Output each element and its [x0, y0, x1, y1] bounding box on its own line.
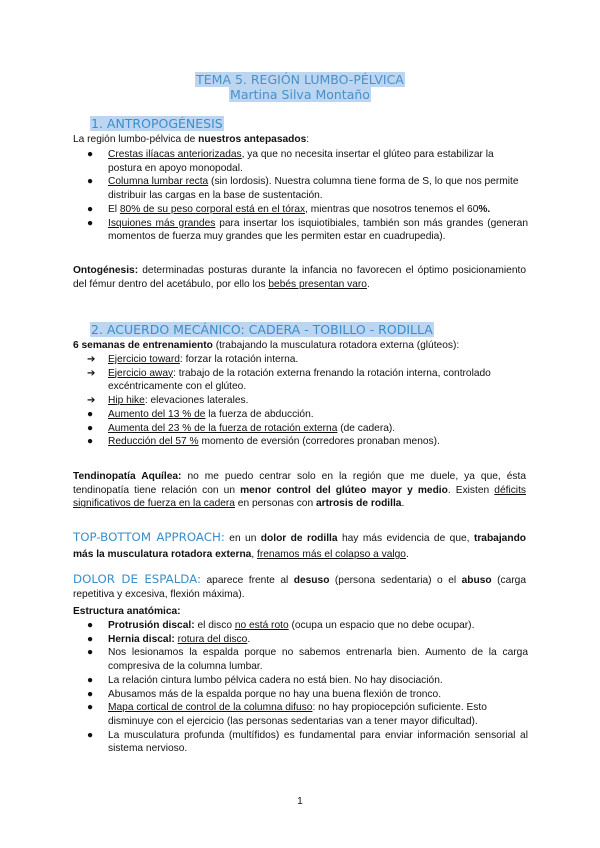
section-heading-antropogenesis: 1. ANTROPOGÉNESIS [91, 116, 223, 131]
top-bottom-paragraph: TOP-BOTTOM APPROACH: en un dolor de rodilla hay más evidencia de que, trabajando más la musculatura rotadora externa, frenamos más el colapso a valgo. [73, 530, 527, 560]
list-item: ● Nos lesionamos la espalda porque no sabemos entrenarla bien. Aumento de la carga compresiva de la columna lumbar. [87, 647, 528, 673]
s1-intro: La región lumbo-pélvica de nuestros antepasados: [73, 134, 310, 145]
bullet-icon: ● [87, 620, 94, 631]
bullet-icon: ● [87, 702, 94, 714]
bullet-icon: ● [87, 176, 94, 188]
bullet-icon: ● [87, 217, 94, 229]
doc-author: Martina Silva Montaño [230, 87, 370, 102]
arrow-icon: ➔ [87, 354, 96, 365]
list-item: ● Mapa cortical de control de la columna difuso: no hay propiocepción suficiente. Esto disminuye con el ejercicio (las personas sedentarias van a tener mayor dificultad). [87, 702, 487, 727]
list-item: ➔ Ejercicio toward: forzar la rotación interna. [87, 354, 299, 365]
list-item: ● El 80% de su peso corporal está en el tórax, mientras que nosotros tenemos el 60%. [87, 203, 491, 215]
bullet-icon: ● [87, 436, 94, 448]
estructura-anatomica-label: Estructura anatómica: [73, 606, 181, 617]
bullet-icon: ● [87, 647, 94, 659]
bullet-icon: ● [87, 149, 94, 160]
arrow-icon: ➔ [87, 395, 96, 407]
list-item: ➔ Ejercicio away: trabajo de la rotación externa frenando la rotación interna, controlado excéntricamente con el glúteo. [87, 367, 491, 393]
bullet-icon: ● [87, 203, 94, 215]
list-item: ● Crestas ilíacas anteriorizadas, ya que no necesita insertar el glúteo para estabilizar la postura en apoyo monopodal. [87, 149, 494, 174]
s3-bullet-list [73, 619, 528, 756]
list-item: ● Aumento del 13 % de la fuerza de abducción. [87, 408, 314, 420]
page-number: 1 [297, 796, 303, 807]
bullet-icon: ● [87, 408, 94, 420]
list-item: ● Abusamos más de la espalda porque no hay una buena flexión de tronco. [87, 688, 442, 700]
dolor-espalda-paragraph: DOLOR DE ESPALDA: aparece frente al desuso (persona sedentaria) o el abuso (carga repetitiva y excesiva, flexión máxima). [73, 572, 526, 600]
list-item: ● La musculatura profunda (multífidos) es fundamental para enviar información sensorial al sistema nervioso. [87, 729, 528, 755]
list-item: ● Isquiones más grandes para insertar los isquiotibiales, también son más grandes (generan momentos de fuerza muy grandes que les permiten estar en cuadrupedia). [87, 217, 528, 243]
list-item: ● Protrusión discal: el disco no está roto (ocupa un espacio que no debe ocupar). [87, 620, 475, 631]
list-item: ● Reducción del 57 % momento de eversión (corredores pronaban menos). [87, 436, 440, 448]
list-item: ● Aumenta del 23 % de la fuerza de rotación externa (de cadera). [87, 422, 396, 434]
list-item: ➔ Hip hike: elevaciones laterales. [87, 395, 249, 407]
bullet-icon: ● [87, 729, 94, 741]
bullet-icon: ● [87, 688, 94, 700]
bullet-icon: ● [87, 422, 94, 434]
bullet-icon: ● [87, 633, 94, 645]
arrow-icon: ➔ [87, 367, 96, 379]
list-item: ● La relación cintura lumbo pélvica cadera no está bien. No hay disociación. [87, 674, 443, 686]
section-heading-acuerdo-mecanico: 2. ACUERDO MECÁNICO: CADERA - TOBILLO - RODILLA [91, 322, 433, 337]
bullet-icon: ● [87, 674, 94, 686]
doc-title: TEMA 5. REGIÓN LUMBO-PÉLVICA [196, 72, 404, 87]
s2-arrow-list [73, 353, 528, 449]
list-item: ● Columna lumbar recta (sin lordosis). Nuestra columna tiene forma de S, lo que nos permite distribuir las cargas en la base de sustentación. [87, 176, 519, 202]
list-item: ● Hernia discal: rotura del disco. [87, 633, 251, 645]
tendinopatia-paragraph: Tendinopatía Aquílea: no me puedo centrar solo en la región que me duele, ya que, ésta tendinopatía tiene relación con un menor control del glúteo mayor y medio. Existen déficits significativos de fuerza en la cadera en personas con artrosis de rodilla. [73, 471, 526, 510]
s2-intro: 6 semanas de entrenamiento (trabajando la musculatura rotadora externa (glúteos): [73, 340, 460, 351]
ontogenesis-paragraph: Ontogénesis: determinadas posturas durante la infancia no favorecen el óptimo posicionamiento del fémur dentro del acetábulo, por ello los bebés presentan varo. [73, 265, 526, 290]
s1-bullet-list [73, 148, 528, 244]
